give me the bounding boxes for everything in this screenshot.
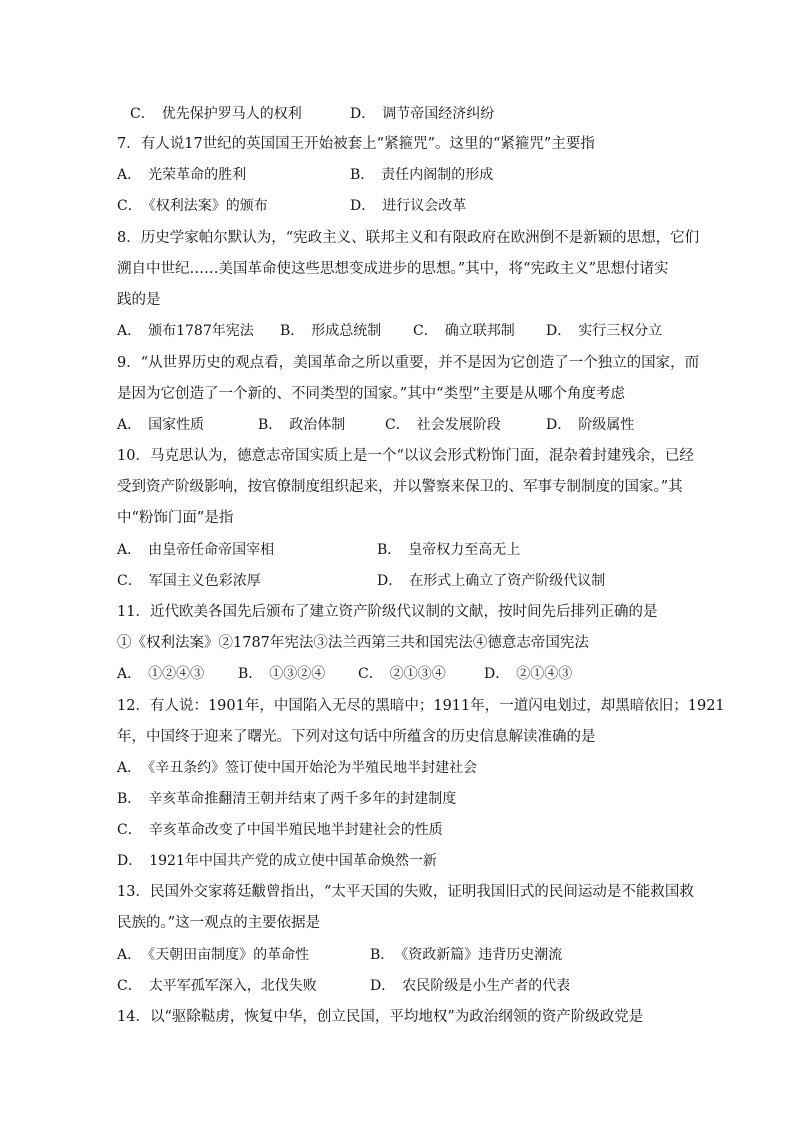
q8-stem-line-2: 溯自中世纪……美国革命使这些思想变成进步的思想。”其中，将“宪政主义”思想付诸实: [117, 261, 669, 277]
q10-option-b: B． 皇帝权力至高无上: [377, 542, 521, 558]
q7-option-d: D． 进行议会改革: [350, 198, 467, 214]
q8-stem-line-1: 8．历史学家帕尔默认为，“宪政主义、联邦主义和有限政府在欧洲倒不是新颖的思想，它们: [117, 230, 700, 246]
q13-stem-line-2: 民族的。”这一观点的主要依据是: [117, 915, 321, 931]
q14-stem: 14．以“驱除鞑虏，恢复中华，创立民国，平均地权”为政治纲领的资产阶级政党是: [117, 1009, 644, 1025]
q13-option-b: B． 《资政新篇》违背历史潮流: [370, 947, 563, 963]
q11-stem-line-1: 11．近代欧美各国先后颁布了建立资产阶级代议制的文献，按时间先后排列正确的是: [117, 604, 658, 620]
q10-option-c: C． 军国主义色彩浓厚: [117, 573, 261, 589]
q12-stem-line-1: 12．有人说：1901年，中国陷入无尽的黑暗中；1911年，一道闪电划过，却黑暗依旧；1921: [117, 698, 725, 714]
q10-option-d: D． 在形式上确立了资产阶级代议制: [377, 573, 606, 589]
q8-option-b: B． 形成总统制: [280, 323, 382, 339]
q13-option-d: D． 农民阶级是小生产者的代表: [370, 978, 571, 994]
q9-option-d: D． 阶级属性: [546, 417, 635, 433]
q10-stem-line-1: 10．马克思认为，德意志帝国实质上是一个“以议会形式粉饰门面，混杂着封建残余，已经: [117, 448, 694, 464]
q11-stem-line-2: ①《权利法案》②1787年宪法③法兰西第三共和国宪法④德意志帝国宪法: [117, 635, 589, 651]
q11-option-a: A． ①②④③: [117, 666, 205, 682]
q12-option-d: D． 1921年中国共产党的成立使中国革命焕然一新: [117, 853, 437, 869]
q13-option-a: A． 《天朝田亩制度》的革命性: [117, 947, 310, 963]
q11-option-b: B． ①③②④: [238, 666, 326, 682]
q10-stem-line-3: 中“粉饰门面”是指: [117, 510, 234, 526]
q13-option-c: C． 太平军孤军深入，北伐失败: [117, 978, 317, 994]
q9-option-b: B． 政治体制: [258, 417, 346, 433]
q12-stem-line-2: 年，中国终于迎来了曙光。下列对这句话中所蕴含的历史信息解读准确的是: [117, 729, 596, 745]
q8-option-a: A． 颁布1787年宪法: [117, 323, 254, 339]
q8-option-d: D． 实行三权分立: [546, 323, 663, 339]
q13-stem-line-1: 13．民国外交家蒋廷黻曾指出，“太平天国的失败，证明我国旧式的民间运动是不能救国救: [117, 884, 694, 900]
q9-option-c: C． 社会发展阶段: [385, 417, 501, 433]
q7-option-b: B． 责任内阁制的形成: [350, 167, 494, 183]
q8-option-c: C． 确立联邦制: [413, 323, 515, 339]
q12-option-b: B． 辛亥革命推翻清王朝并结束了两千多年的封建制度: [117, 791, 457, 807]
q9-option-a: A． 国家性质: [117, 417, 205, 433]
q10-option-a: A． 由皇帝任命帝国宰相: [117, 542, 275, 558]
q7-stem: 7．有人说17世纪的英国国王开始被套上“紧箍咒”。这里的“紧箍咒”主要指: [117, 136, 595, 152]
q10-stem-line-2: 受到资产阶级影响，按官僚制度组织起来，并以警察来保卫的、军事专制制度的国家。”其: [117, 479, 683, 495]
q8-stem-line-3: 践的是: [117, 292, 161, 308]
q7-option-c: C． 《权利法案》的颁布: [117, 198, 268, 214]
q9-stem-line-1: 9．“从世界历史的观点看，美国革命之所以重要，并不是因为它创造了一个独立的国家，而: [117, 355, 700, 371]
q12-option-c: C． 辛亥革命改变了中国半殖民地半封建社会的性质: [117, 822, 443, 838]
q7-option-a: A． 光荣革命的胜利: [117, 167, 247, 183]
q11-option-c: C． ②①③④: [358, 666, 446, 682]
q11-option-d: D． ②①④③: [484, 666, 573, 682]
q6-option-d: D． 调节帝国经济纠纷: [350, 106, 495, 122]
q9-stem-line-2: 是因为它创造了一个新的、不同类型的国家。”其中“类型”主要是从哪个角度考虑: [117, 386, 625, 402]
q12-option-a: A． 《辛丑条约》签订使中国开始沦为半殖民地半封建社会: [117, 760, 478, 776]
q6-option-c: C． 优先保护罗马人的权利: [130, 106, 302, 122]
